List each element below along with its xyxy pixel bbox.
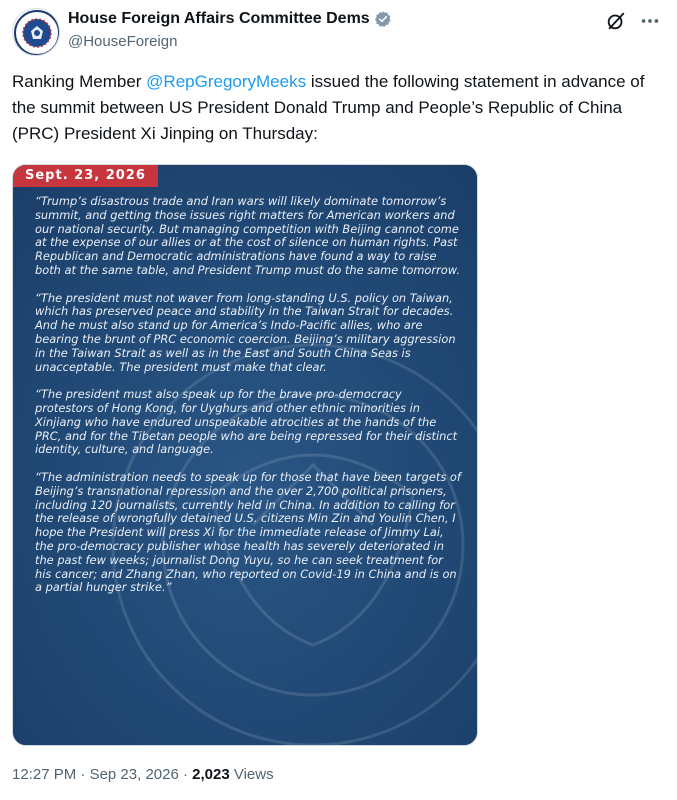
statement-paragraph: “The president must not waver from long-standing U.S. policy on Taiwan, which has preserved peace and stability in the Taiwan Strait for decades. And he must also stand up for America’s Indo-Pacific allies, who are bearing the brunt of PRC economic coercion. Beijing’s military aggression in the Taiwan Strait as well as in the East and South China Seas is unacceptable. The president must make that clear. (35, 290, 456, 374)
tweet-metadata (12, 766, 274, 783)
account-handle[interactable]: @HouseForeign (68, 33, 178, 50)
meta-separator: · (178, 766, 193, 783)
grok-icon[interactable] (605, 10, 627, 32)
statement-text (35, 195, 461, 609)
tweet-text (12, 69, 662, 147)
statement-paragraph: “The president must also speak up for the brave pro-democracy protestors of Hong Kong, for Uyghurs and other ethnic minorities in Xinjiang who have endured unspeakable atrocities at the hands of the PRC, and for the Tibetan people who are being repressed for their distinct identity, culture, and language. (35, 387, 458, 457)
date-tag: Sept. 23, 2026 (13, 165, 158, 187)
meta-separator: · (76, 766, 90, 783)
account-display-name[interactable]: House Foreign Affairs Committee Dems (68, 10, 370, 27)
views-count: 2,023 (192, 766, 230, 783)
tweet-time[interactable]: 12:27 PM (12, 766, 77, 783)
statement-image[interactable] (12, 164, 478, 746)
statement-paragraph: “Trump’s disastrous trade and Iran wars will likely dominate tomorrow’s summit, and getting those issues right matters for American workers and our national security. But managing competition with Beijing cannot come at the expense of our allies or at the cost of silence on human rights. Past Republican and Democratic administrations have found a way to raise both at the same table, and President Trump must do the same tomorrow. (35, 194, 460, 277)
more-icon[interactable] (639, 10, 661, 32)
verified-badge-icon[interactable] (374, 10, 392, 28)
tweet-header (12, 8, 667, 58)
tweet-date[interactable]: Sep 23, 2026 (89, 766, 179, 783)
views-label: Views (229, 766, 274, 783)
tweet-text-body: issued the following statement in advance of the summit between US President Donald Trump and People’s Republic of China (PRC) President Xi Jinping on Thursday: (12, 72, 645, 143)
mention-link[interactable]: @RepGregoryMeeks (146, 72, 307, 91)
statement-paragraph: “The administration needs to speak up for those that have been targets of Beijing’s transnational repression and the over 2,700 political prisoners, including 120 journalists, currently held in China. In addition to calling for the release of wrongfully detained U.S. citizens Min Zin and Youlin Chen, I hope the President will press Xi for the immediate release of Jimmy Lai, the pro-democracy publisher whose health has severely deteriorated in the past few weeks; journalist Dong Yuyu, so he can seek treatment for his cancer; and Zhang Zhan, who reported on Covid-19 in China and is on a partial hunger strike.” (35, 469, 461, 595)
committee-seal-logo (13, 9, 60, 56)
avatar[interactable] (12, 8, 60, 56)
tweet-text-intro: Ranking Member (12, 72, 147, 91)
